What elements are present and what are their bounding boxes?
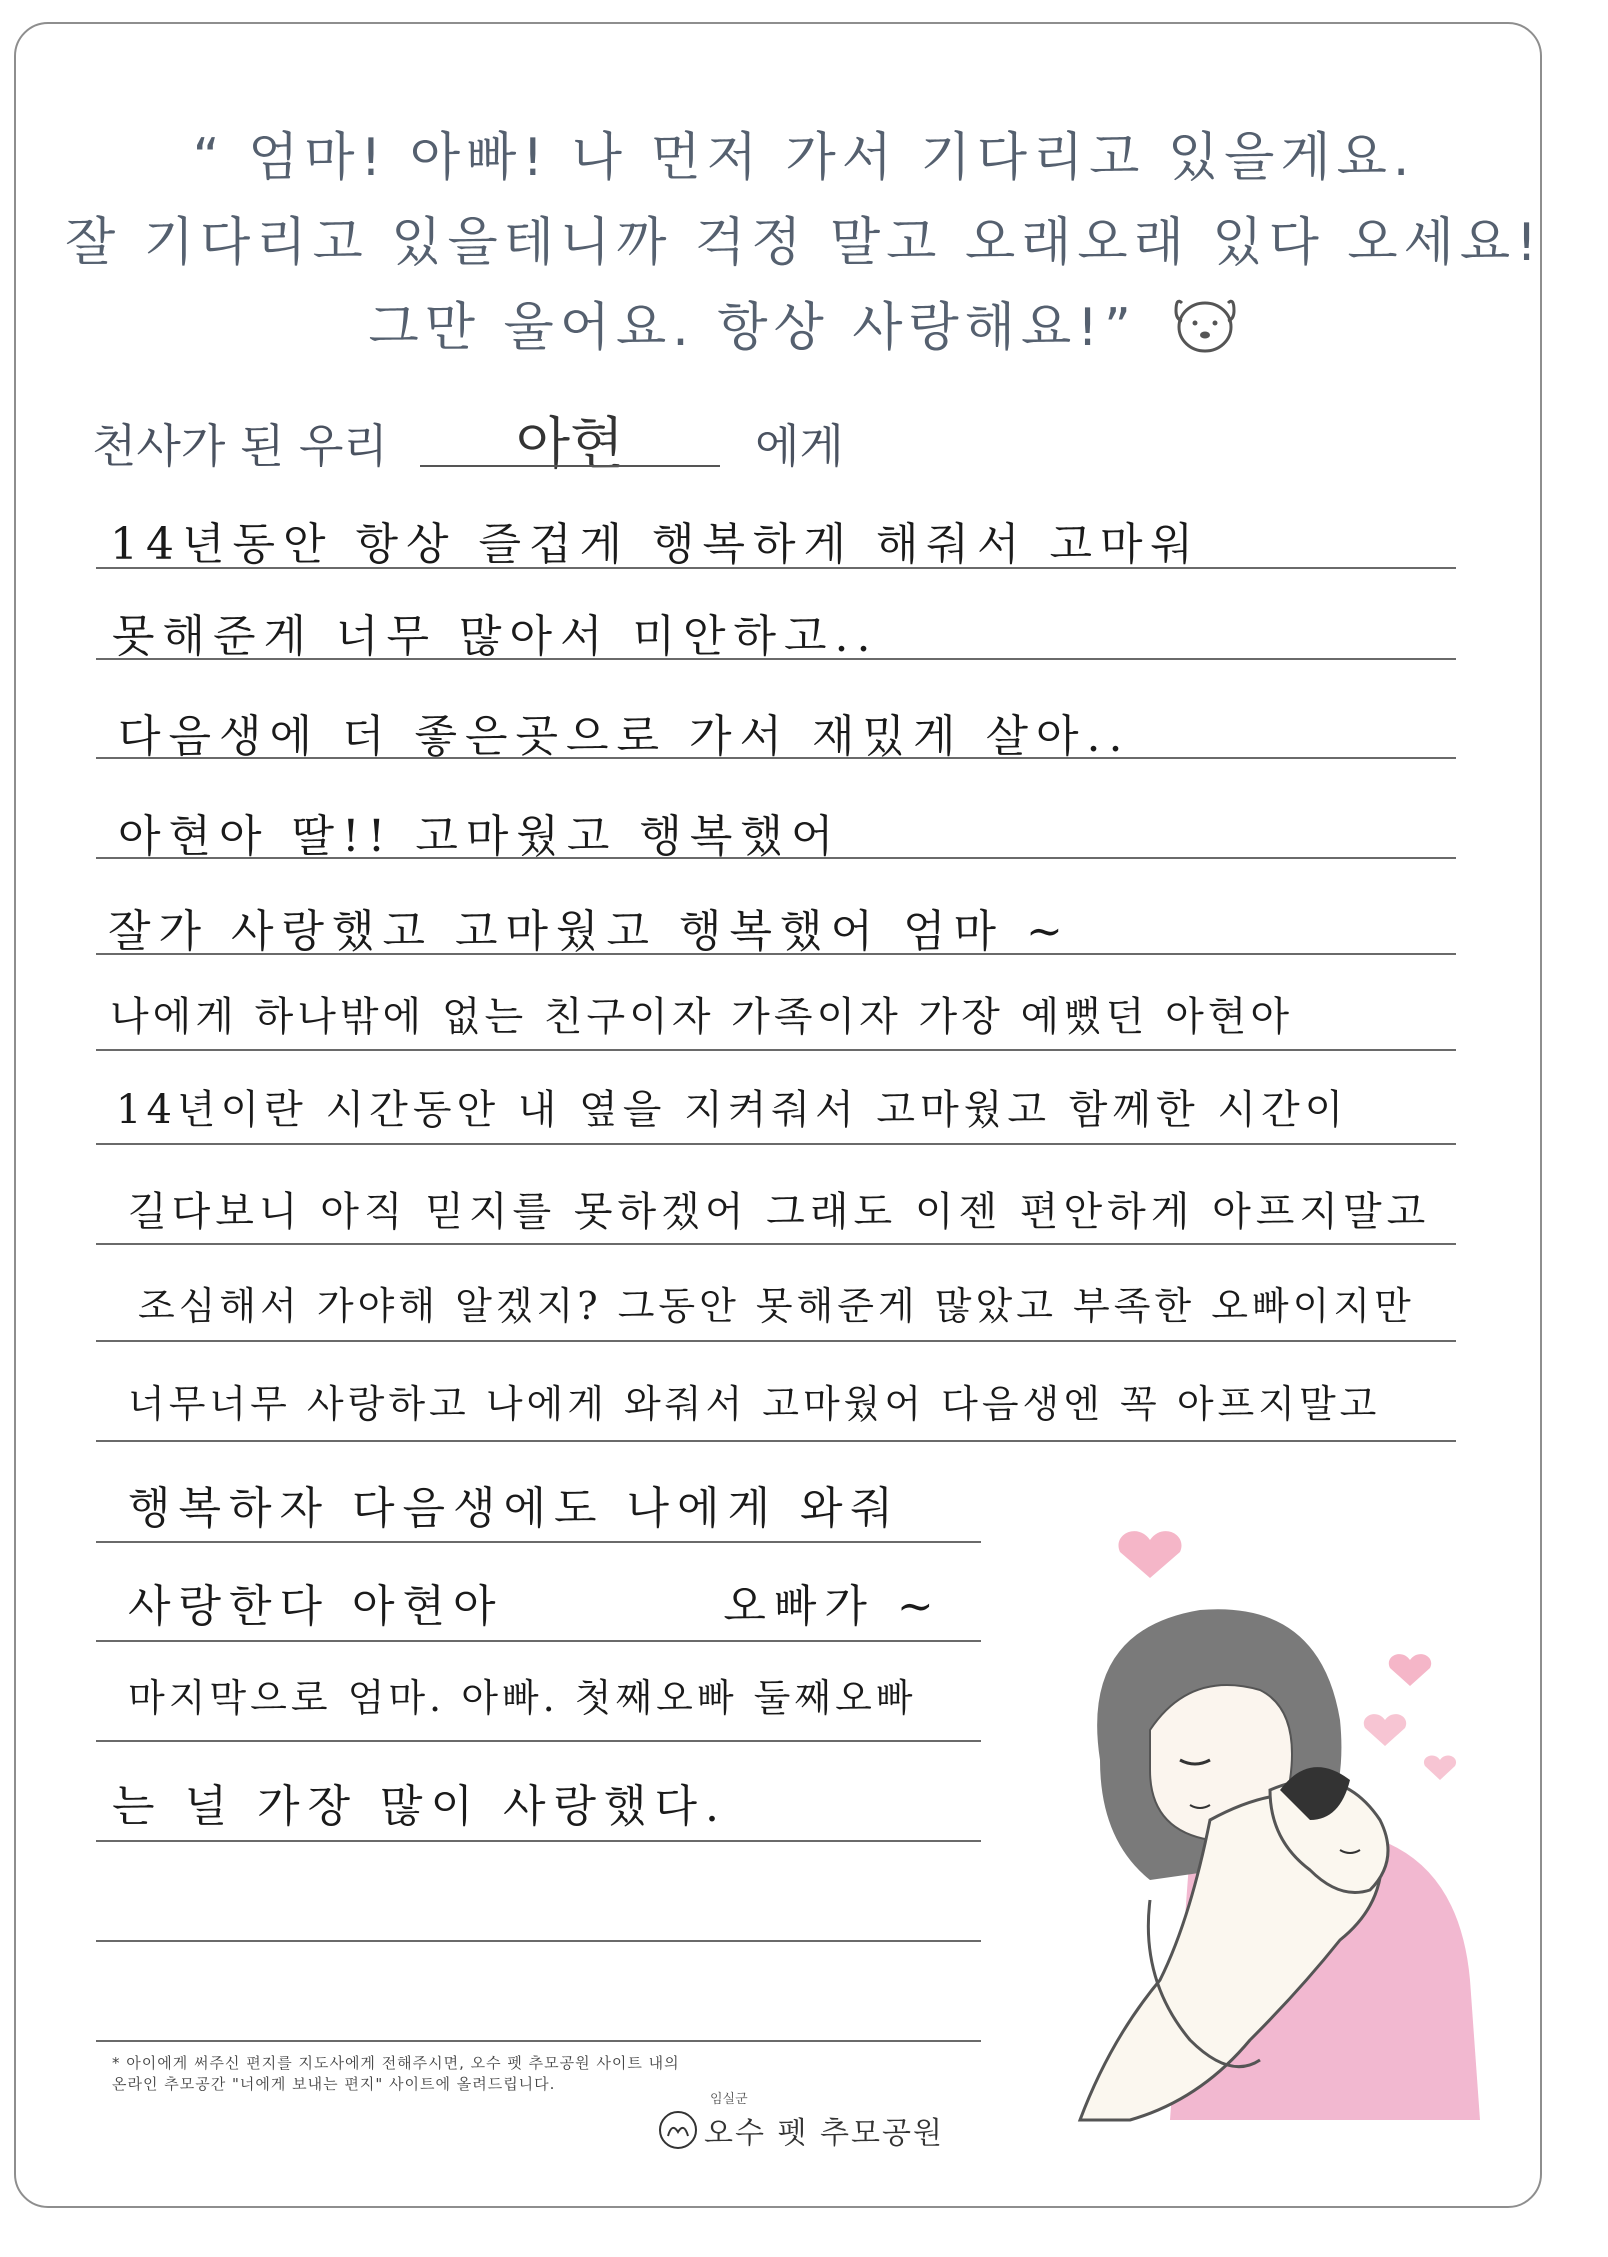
letter-line: 마지막으로 엄마. 아빠. 첫째오빠 둘째오빠 <box>128 1676 917 1720</box>
letter-line: 14년이란 시간동안 내 옆을 지켜줘서 고마웠고 함께한 시간이 <box>116 1087 1349 1133</box>
letter-line: 아현아 딸!! 고마웠고 행복했어 <box>118 811 842 862</box>
letter-line: 다음생에 더 좋은곳으로 가서 재밌게 살아.. <box>118 711 1131 762</box>
footnote-line-1: * 아이에게 써주신 편지를 지도사에게 전해주시면, 오수 펫 추모공원 사이트 내의 <box>112 2054 680 2072</box>
writing-rule <box>96 1840 981 1842</box>
letter-line: 길다보니 아직 믿지를 못하겠어 그래도 이젠 편안하게 아프지말고 <box>128 1189 1431 1235</box>
salutation-suffix: 에게 <box>755 419 844 473</box>
footnote-line-2: 온라인 추모공간 "너에게 보내는 편지" 사이트에 올려드립니다. <box>112 2075 556 2093</box>
letter-line: 행복하자 다음생에도 나에게 와줘 <box>128 1483 902 1534</box>
letter-line: 조심해서 가야해 알겠지? 그동안 못해준게 많았고 부족한 오빠이지만 <box>138 1284 1415 1328</box>
dog-face-icon <box>1170 293 1240 370</box>
logo-region: 임실군 <box>710 2092 748 2107</box>
pet-name: 아현 <box>515 412 625 477</box>
letter-line: 잘가 사랑했고 고마웠고 행복했어 엄마 ~ <box>108 906 1071 957</box>
writing-rule <box>96 1243 1456 1245</box>
salutation-prefix: 천사가 된 우리 <box>92 419 388 473</box>
writing-rule <box>96 1940 981 1942</box>
writing-rule <box>96 1143 1456 1145</box>
logo-name: 오수 펫 추모공원 <box>704 2116 944 2151</box>
quote-line-2: 잘 기다리고 있을테니까 걱정 말고 오래오래 있다 오세요! <box>65 213 1543 273</box>
writing-rule <box>96 1740 981 1742</box>
quote-line-3 <box>0 285 1608 370</box>
letter-line: 는 널 가장 많이 사랑했다. <box>112 1781 727 1832</box>
letter-line: 사랑한다 아현아 오빠가 ~ <box>128 1581 942 1632</box>
footnote <box>112 2053 680 2095</box>
logo-emblem-icon <box>658 2110 698 2150</box>
writing-rule <box>96 1049 1456 1051</box>
quote-line-1: “ 엄마! 아빠! 나 먼저 가서 기다리고 있을게요. <box>192 128 1416 188</box>
park-logo <box>658 2092 944 2152</box>
writing-rule <box>96 1440 1456 1442</box>
person-hugging-dog-illustration <box>1040 1520 1530 2144</box>
writing-rule <box>96 1340 1456 1342</box>
quote-line-3-text: 그만 울어요. 항상 사랑해요!” <box>368 298 1137 358</box>
name-underline <box>420 465 720 467</box>
writing-rule <box>96 1640 981 1642</box>
writing-rule <box>96 1541 981 1543</box>
letter-line: 14년동안 항상 즐겁게 행복하게 해줘서 고마워 <box>110 519 1201 570</box>
letter-line: 못해준게 너무 많아서 미안하고.. <box>112 611 879 662</box>
letter-line: 너무너무 사랑하고 나에게 와줘서 고마웠어 다음생엔 꼭 아프지말고 <box>128 1382 1381 1426</box>
letter-line: 나에게 하나밖에 없는 친구이자 가족이자 가장 예뻤던 아현아 <box>110 994 1294 1040</box>
writing-rule <box>96 2040 981 2042</box>
